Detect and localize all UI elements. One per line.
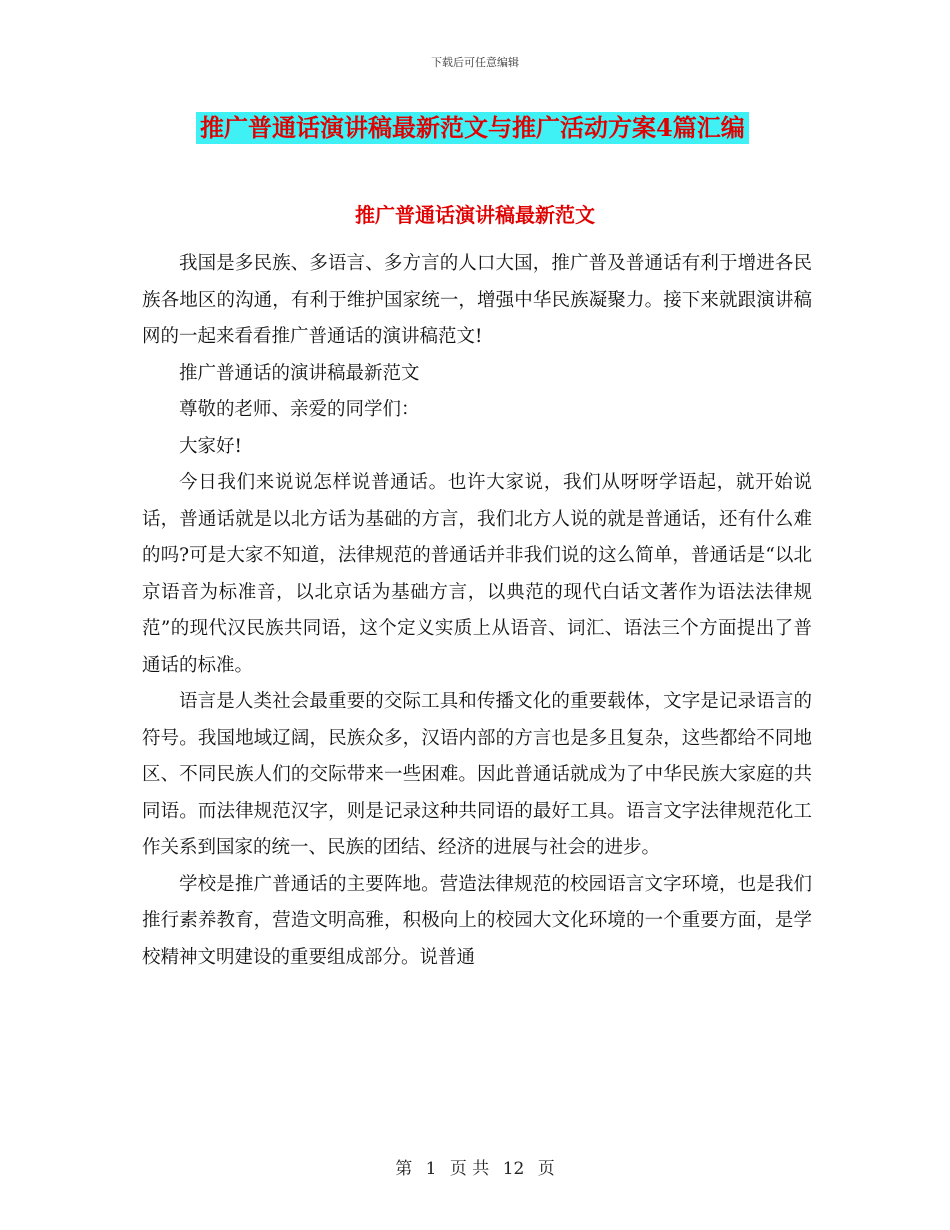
paragraph-body-1: 今日我们来说说怎样说普通话。也许大家说，我们从呀呀学语起，就开始说话，普通话就是以北方话为基础的方言，我们北方人说的就是普通话，还有什么难的吗?可是大家不知道，法律规范的普通话并非我们说的这么简单，普通话是“以北京语音为标准音，以北京话为基础方言，以典范的现代白话文著作为语法法律规范”的现代汉民族共同语，这个定义实质上从语音、词汇、语法三个方面提出了普通话的标准。 (142, 472, 812, 676)
paragraph-intro: 我国是多民族、多语言、多方言的人口大国，推广普及普通话有利于增进各民族各地区的沟通，有利于维护国家统一，增强中华民族凝聚力。接下来就跟演讲稿网的一起来看看推广普通话的演讲稿范文! (142, 253, 812, 347)
document-body (142, 246, 812, 976)
document-title: 推广普通话演讲稿最新范文与推广活动方案4篇汇编 (196, 112, 749, 144)
section-title: 推广普通话演讲稿最新范文 (355, 203, 595, 227)
paragraph-greeting: 大家好! (179, 435, 242, 457)
paragraph-speech-heading: 推广普通话的演讲稿最新范文 (179, 362, 420, 384)
footer-total-pages: 12 (502, 1159, 525, 1179)
header-note: 下载后可任意编辑 (431, 56, 519, 69)
footer-middle: 页 共 (449, 1159, 490, 1179)
footer-suffix: 页 (537, 1159, 555, 1179)
paragraph-body-3: 学校是推广普通话的主要阵地。营造法律规范的校园语言文字环境，也是我们推行素养教育，营造文明高雅，积极向上的校园大文化环境的一个重要方面，是学校精神文明建设的重要组成部分。说普通 (142, 873, 812, 968)
paragraph-salutation: 尊敬的老师、亲爱的同学们： (179, 399, 420, 420)
paragraph-body-2: 语言是人类社会最重要的交际工具和传播文化的重要载体，文字是记录语言的符号。我国地域辽阔，民族众多，汉语内部的方言也是多且复杂，这些都给不同地区、不同民族人们的交际带来一些困难。因此普通话就成为了中华民族大家庭的共同语。而法律规范汉字，则是记录这种共同语的最好工具。语言文字法律规范化工作关系到国家的统一、民族的团结、经济的进展与社会的进步。 (142, 691, 812, 858)
footer-prefix: 第 (395, 1159, 413, 1179)
page-footer (0, 1154, 950, 1179)
footer-page-number: 1 (425, 1159, 437, 1179)
